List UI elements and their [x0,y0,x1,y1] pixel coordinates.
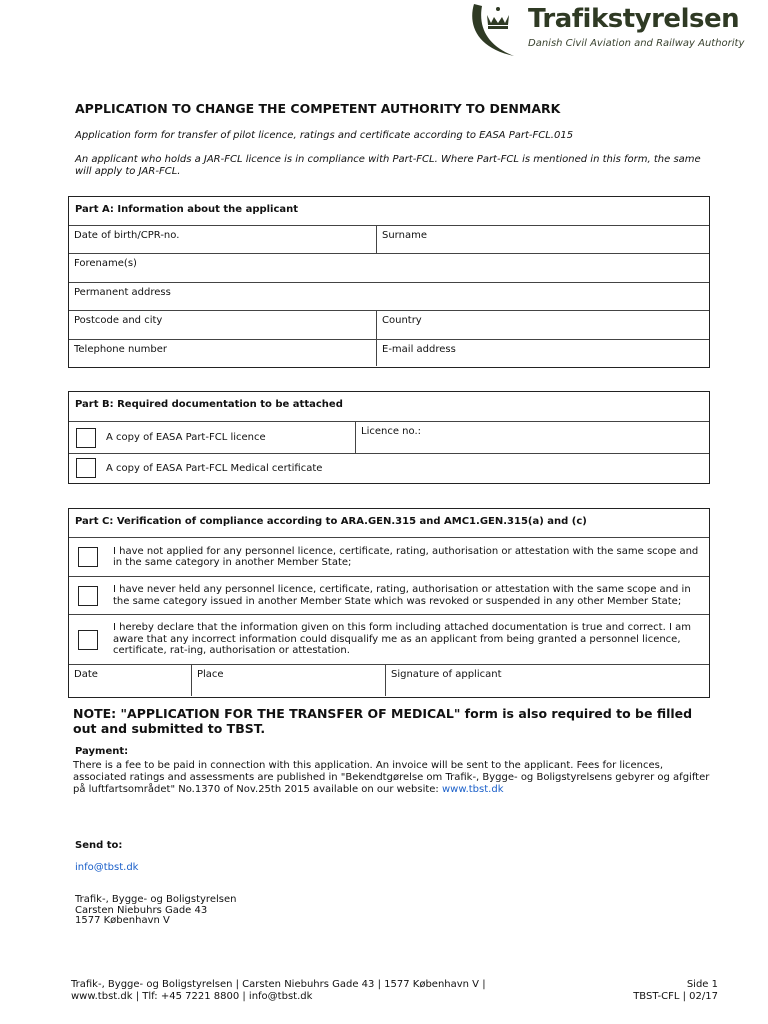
intro-line-1: Application form for transfer of pilot licence, ratings and certificate according to EASA Part-FCL.015 [75,130,574,141]
footer-line-2: www.tbst.dk | Tlf: +45 7221 8800 | info@tbst.dk [71,991,313,1002]
page-number: Side 1 [686,979,718,990]
statement-2-text: I have never held any personnel licence, certificate, rating, authorisation or attestation with the same scope and in the same category issued in another Member State which was revoked or suspended in any other Member State; [113,584,691,607]
country-field[interactable] [376,311,709,339]
send-email-link[interactable]: info@tbst.dk [75,862,139,873]
licence-no-field[interactable] [355,422,709,453]
form-code: TBST-CFL | 02/17 [633,991,718,1002]
postcode-field[interactable] [69,311,376,339]
statement-3-checkbox[interactable] [78,630,98,650]
medical-copy-checkbox[interactable] [76,458,96,478]
part-a-section [68,196,710,368]
licence-copy-checkbox[interactable] [76,428,96,448]
medical-note: NOTE: "APPLICATION FOR THE TRANSFER OF MEDICAL" form is also required to be filled out and submitted to TBST. [73,706,693,736]
forenames-field[interactable] [69,254,709,282]
surname-field[interactable] [376,226,709,253]
phone-label: Telephone number [74,344,167,355]
licence-no-label: Licence no.: [361,426,421,437]
phone-field[interactable] [69,340,376,366]
address-line-2: Carsten Niebuhrs Gade 43 [75,904,208,916]
address-label: Permanent address [74,287,171,298]
logo-name: Trafikstyrelsen [528,4,740,34]
footer-line-1: Trafik-, Bygge- og Boligstyrelsen | Carsten Niebuhrs Gade 43 | 1577 København V | [71,979,486,990]
date-label: Date [74,669,98,680]
statement-2-checkbox[interactable] [78,586,98,606]
statement-1-text: I have not applied for any personnel licence, certificate, rating, authorisation or attestation with the same scope and in the same category in another Member State; [113,545,699,568]
part-c-section [68,508,710,698]
address-line-3: 1577 København V [75,915,170,926]
postal-address [75,895,236,927]
postcode-label: Postcode and city [74,315,163,326]
forenames-label: Forename(s) [74,258,137,269]
intro-line-2: An applicant who holds a JAR-FCL licence is in compliance with Part-FCL. Where Part-FCL is mentioned in this form, the same will apply to JAR-FCL. [75,154,701,177]
surname-label: Surname [382,230,427,241]
website-link[interactable]: www.tbst.dk [441,784,504,795]
statement-1-checkbox[interactable] [78,547,98,567]
footer-page-info [633,979,718,1003]
country-label: Country [382,315,422,326]
medical-copy-label: A copy of EASA Part-FCL Medical certificate [106,462,323,474]
email-label: E-mail address [382,344,456,355]
licence-copy-label: A copy of EASA Part-FCL licence [106,432,266,443]
email-field[interactable] [376,340,709,366]
date-field[interactable] [69,665,191,696]
crown-icon [484,6,512,30]
place-field[interactable] [191,665,385,696]
logo-subtitle: Danish Civil Aviation and Railway Authority [528,38,745,49]
page-title: APPLICATION TO CHANGE THE COMPETENT AUTHORITY TO DENMARK [75,101,561,116]
address-field[interactable] [69,283,709,310]
payment-text [73,760,713,796]
send-to-label: Send to: [75,840,123,851]
dob-field[interactable] [69,226,376,253]
statement-3-text: I hereby declare that the information given on this form including attached documentation is true and correct. I am aware that any incorrect information could disqualify me as an applicant from being granted a personnel licence, certificate, rat-ing, authorisation or attestation. [113,622,691,657]
signature-field[interactable] [385,665,709,696]
part-b-heading: Part B: Required documentation to be attached [69,392,709,422]
part-c-heading: Part C: Verification of compliance according to ARA.GEN.315 and AMC1.GEN.315(a) and (c) [69,509,709,538]
signature-label: Signature of applicant [391,669,502,680]
place-label: Place [197,669,224,680]
dob-label: Date of birth/CPR-no. [74,230,180,241]
address-line-1: Trafik-, Bygge- og Boligstyrelsen [75,894,237,905]
part-a-heading: Part A: Information about the applicant [69,197,709,226]
part-b-section [68,391,710,484]
footer-contact [71,979,486,1003]
payment-label: Payment: [75,746,129,757]
payment-body: There is a fee to be paid in connection with this application. An invoice will be sent to the applicant. Fees for licences, associated ratings and assessments are published in "Bekendtgørelse om Trafik-, Bygge- og Boligstyrelsens gebyrer og afgifter på luftfartsområdet" No.1370 of Nov.25th 2015 available on our website: [73,760,710,795]
